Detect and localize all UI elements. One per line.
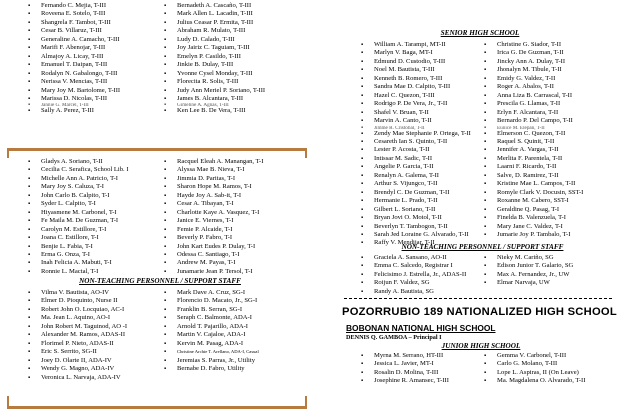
left-bottom-column-2 — [164, 289, 304, 374]
junior-column-1 — [361, 352, 489, 386]
list-item: ▪ Alyssa Mae B. Nieva, T-I — [164, 166, 304, 174]
list-item: ▪ Cesar A. Tibayan, T-I — [164, 200, 304, 208]
list-item: ▪ Ronnie L. Mactal, T-I — [28, 268, 158, 276]
list-item: ▪ Arnold T. Pajarillo, ADA-I — [164, 323, 304, 331]
list-item: ▪ John Carlo B. Calpito, T-I — [28, 192, 158, 200]
list-item: ▪ Merlita F. Parentela, T-II — [484, 155, 614, 163]
list-item: ▪ Ken Lee B. De Vera, T-III — [164, 107, 304, 115]
senior-nonteaching-column-2 — [484, 254, 614, 288]
list-item: ▪ Rodalyn N. Gabalongo, T-III — [28, 70, 158, 78]
list-item: ▪ Lope L. Aspiras, II (On Leave) — [484, 369, 614, 377]
list-item: ▪ Bryan Jovi O. Motol, T-II — [361, 214, 489, 222]
list-item: ▪ Alexander M. Ramos, ADAS-II — [28, 331, 158, 339]
list-item: ▪ Gladys A. Soriano, T-II — [28, 158, 158, 166]
list-item: ▪ Franklin B. Serran, SG-I — [164, 306, 304, 314]
list-item: ▪ Sandra Mae D. Calpito, T-III — [361, 83, 489, 91]
list-item: ▪ Zendy Mae Stephanie P. Ortega, T-II — [361, 130, 489, 138]
list-item: ▪ Vilma V. Bautista, AO-IV — [28, 289, 158, 297]
list-item: ▪ Jannie G. Marcel, T-III — [28, 103, 158, 107]
list-item: ▪ Seraph C. Balmonte, ADA-I — [164, 314, 304, 322]
list-item: ▪ Rodrigo P. De Vera, Jr., T-II — [361, 100, 489, 108]
list-item: ▪ Roijun F. Valdez, SG — [361, 279, 489, 287]
list-item: ▪ Geraldine Q. Pasag, T-I — [484, 206, 614, 214]
list-item: ▪ Emidy G. Valdez, T-II — [484, 75, 614, 83]
list-item: ▪ Gimeline A. Agnas, T-III — [164, 103, 304, 107]
list-item: ▪ Jeremias S. Parras, Jr., Utility — [164, 357, 304, 365]
list-item: ▪ Florimel P. Nieto, ADAS-II — [28, 340, 158, 348]
list-item: ▪ Prescila G. Llamas, T-II — [484, 100, 614, 108]
senior-high-header: SENIOR HIGH SCHOOL — [440, 29, 520, 37]
list-item: ▪ Raquel S. Quinit, T-II — [484, 138, 614, 146]
top-separator-bar — [7, 148, 307, 151]
list-item: ▪ Intissar M. Sadic, T-II — [361, 155, 489, 163]
list-item: ▪ Josephine R. Amansec, T-III — [361, 377, 489, 385]
list-item: ▪ Romyle Clark V. Docusin, SST-I — [484, 189, 614, 197]
list-item: ▪ Marvin A. Canto, T-II — [361, 117, 489, 125]
list-item: ▪ Brendyl C. De Guzman, T-II — [361, 189, 489, 197]
list-item: ▪ Mary Joy M. Bartolome, T-III — [28, 87, 158, 95]
list-item: ▪ Arthur S. Vijungco, T-II — [361, 180, 489, 188]
list-item: ▪ Renalyn A. Galema, T-II — [361, 172, 489, 180]
list-item: ▪ Salve, D. Ramirez, T-II — [484, 172, 614, 180]
list-item: ▪ Christine G. Siador, T-II — [484, 41, 614, 49]
list-item: ▪ Charlotte Kaye A. Vasquez, T-I — [164, 209, 304, 217]
list-item: ▪ Elmar Narvaja, UW — [484, 279, 614, 287]
list-item: ▪ Edison Junior T. Galario, SG — [484, 262, 614, 270]
list-item: ▪ Raffy V. Mendijar, T-II — [361, 239, 489, 247]
list-item: ▪ Rosalin D. Molina, T-III — [361, 369, 489, 377]
principal-name: DENNIS Q. GAMBOA – Principal I — [346, 334, 442, 341]
list-item: ▪ Hiyasmene M. Carbonel, T-I — [28, 209, 158, 217]
list-item: ▪ Florecita R. Solis, T-III — [164, 78, 304, 86]
list-item: ▪ Kenneth B. Romero, T-III — [361, 75, 489, 83]
list-item: ▪ Finelda B. Valenzuela, T-I — [484, 214, 614, 222]
list-item: ▪ Elmer D. Pioquinto, Nurse II — [28, 297, 158, 305]
list-item: ▪ Joy Jairiz C. Taguiam, T-III — [164, 44, 304, 52]
senior-nonteaching-column-1 — [361, 254, 489, 296]
list-item: ▪ Wendy G. Magno, ADA-IV — [28, 365, 158, 373]
list-item: ▪ Anna Liza B. Carrascal, T-II — [484, 92, 614, 100]
junior-high-header: JUNIOR HIGH SCHOOL — [441, 342, 521, 350]
list-item: ▪ Robert John O. Locquiao, AC-I — [28, 306, 158, 314]
list-item: ▪ Angelie P. Garcia, T-II — [361, 163, 489, 171]
list-item: ▪ Elmerson C. Quezon, T-II — [484, 130, 614, 138]
list-item: ▪ Roveena E. Sotelo, T-III — [28, 10, 158, 18]
list-item: ▪ Felicisimo J. Estrella, Jr., ADAS-II — [361, 271, 489, 279]
list-item: ▪ Femie P. Alcaide, T-I — [164, 226, 304, 234]
list-item: ▪ Randy A. Bautista, SG — [361, 288, 489, 296]
list-item: ▪ Beverly P. Fabro, T-I — [164, 234, 304, 242]
list-item: ▪ Cesareth Ian S. Quinto, T-II — [361, 138, 489, 146]
list-item: ▪ Marifi F. Abenojar, T-III — [28, 44, 158, 52]
list-item: ▪ Myrna M. Serrano, HT-III — [361, 352, 489, 360]
list-item: ▪ Mary Jane C. Valdez, T-I — [484, 223, 614, 231]
list-item: ▪ Jincky Ann A. Dulay, T-II — [484, 58, 614, 66]
list-item: ▪ Joey D. Olarte II, ADA-IV — [28, 357, 158, 365]
list-item: ▪ Nieky M. Cariño, SG — [484, 254, 614, 262]
list-item: ▪ Jimme R. Cristobal, T-II — [361, 126, 489, 130]
left-edge-bar-top — [7, 148, 9, 158]
list-item: ▪ Ma. Jean L. Aquino, AO-I — [28, 314, 158, 322]
left-top-column-1 — [28, 2, 158, 116]
list-item: ▪ Nerissa V. Mencias, T-III — [28, 78, 158, 86]
list-item: ▪ Andrew M. Payas, T-I — [164, 259, 304, 267]
dashed-divider — [344, 298, 612, 299]
list-item: ▪ Mary Joy S. Caluza, T-I — [28, 183, 158, 191]
list-item: ▪ Hayde Joy A. Sab-it, T-I — [164, 192, 304, 200]
list-item: ▪ James B. Alcantara, T-III — [164, 95, 304, 103]
list-item: ▪ Racquel Eleah A. Manangan, T-I — [164, 158, 304, 166]
list-item: ▪ Jinkie B. Dulay, T-III — [164, 61, 304, 69]
list-item: ▪ Fe Maila M. De Guzman, T-I — [28, 217, 158, 225]
list-item: ▪ Abraham R. Mulato, T-III — [164, 27, 304, 35]
bobonan-school-title: BOBONAN NATIONAL HIGH SCHOOL — [346, 323, 496, 333]
list-item: ▪ Yvonne Cysel Monday, T-III — [164, 70, 304, 78]
list-item: ▪ Emma C. Salcedo, Registrar I — [361, 262, 489, 270]
list-item: ▪ Eunice M. Elepan, T-II — [484, 126, 614, 130]
list-item: ▪ Gemma V. Carbonel, T-III — [484, 352, 614, 360]
list-item: ▪ Hermanie L. Prado, T-II — [361, 197, 489, 205]
list-item: ▪ Noel M. Bautista, T-III — [361, 66, 489, 74]
left-bottom-column-1 — [28, 289, 158, 382]
list-item: ▪ Marissa D. Nicolas, T-III — [28, 95, 158, 103]
list-item: ▪ Marlyn V. Baga, MT-I — [361, 49, 489, 57]
list-item: ▪ Shafel V. Bruan, T-II — [361, 109, 489, 117]
list-item: ▪ Edmund D. Custodio, T-III — [361, 58, 489, 66]
list-item: ▪ Emelyn P. Casildo, T-III — [164, 53, 304, 61]
left-edge-bar-bottom — [7, 396, 9, 408]
list-item: ▪ Judy Ann Meriel P. Soriano, T-III — [164, 87, 304, 95]
list-item: ▪ Fernando C. Mejia, T-III — [28, 2, 158, 10]
list-item: ▪ Jennifer A. Vargas, T-II — [484, 146, 614, 154]
list-item: ▪ Janice E. Viernes, T-I — [164, 217, 304, 225]
list-item: ▪ Sharon Hope M. Ramos, T-I — [164, 183, 304, 191]
list-item: ▪ Inah Felicia A. Mabuti, T-I — [28, 259, 158, 267]
list-item: ▪ Cecilia C. Serafica, School Lib. I — [28, 166, 158, 174]
list-item: ▪ Irica G. De Guzman, T-II — [484, 49, 614, 57]
list-item: ▪ Sally A. Perez, T-III — [28, 107, 158, 115]
list-item: ▪ Lester P. Acosta, T-II — [361, 146, 489, 154]
junior-column-2 — [484, 352, 614, 386]
list-item: ▪ Bernadeth A. Cascaño, T-III — [164, 2, 304, 10]
list-item: ▪ Bernabe D. Fabro, Utility — [164, 365, 304, 373]
list-item: ▪ Almajoy A. Licay, T-III — [28, 53, 158, 61]
list-item: ▪ Erlyn F. Alcantara, T-II — [484, 109, 614, 117]
right-edge-bar-bottom — [305, 396, 307, 408]
list-item: ▪ William A. Tarampi, MT-II — [361, 41, 489, 49]
list-item: ▪ Max A. Fernandez, Jr., UW — [484, 271, 614, 279]
list-item: ▪ Roger A. Abalos, T-II — [484, 83, 614, 91]
list-item: ▪ Syder L. Calpito, T-I — [28, 200, 158, 208]
list-item: ▪ Martin V. Cajaloe, ADA-I — [164, 331, 304, 339]
list-item: ▪ Florencio D. Macato, Jr., SG-I — [164, 297, 304, 305]
list-item: ▪ Sarah Jed Loraine G. Alvarado, T-II — [361, 231, 489, 239]
list-item: ▪ Jimmia D. Paritas, T-I — [164, 175, 304, 183]
list-item: ▪ Jessica L. Javier, MT-I — [361, 360, 489, 368]
list-item: ▪ Mark Allen L. Lacadin, T-III — [164, 10, 304, 18]
list-item: ▪ Carlo G. Molano, T-III — [484, 360, 614, 368]
list-item: ▪ Hazel C. Quezon, T-III — [361, 92, 489, 100]
list-item: ▪ Junamarie Jean P. Tersol, T-I — [164, 268, 304, 276]
list-item: ▪ Erma G. Onza, T-I — [28, 251, 158, 259]
list-item: ▪ Graciela A. Sansano, AO-II — [361, 254, 489, 262]
left-middle-column-1 — [28, 158, 158, 276]
senior-column-1 — [361, 41, 489, 248]
list-item: ▪ Laarni F. Ricardo, T-II — [484, 163, 614, 171]
senior-column-2 — [484, 41, 614, 239]
bottom-separator-bar — [7, 406, 307, 409]
left-middle-column-2 — [164, 158, 304, 276]
list-item: ▪ Julius Ceasar P. Ermita, T-III — [164, 19, 304, 27]
list-item: ▪ Shangrela F. Tambot, T-III — [28, 19, 158, 27]
list-item: ▪ John Kart Eudes P. Dulay, T-I — [164, 243, 304, 251]
list-item: ▪ Joana C. Estillore, T-I — [28, 234, 158, 242]
right-edge-bar-top — [305, 148, 307, 158]
school-title: POZORRUBIO 189 NATIONALIZED HIGH SCHOOL — [342, 306, 617, 318]
list-item: ▪ Kervin M. Pasag, ADA-I — [164, 340, 304, 348]
list-item: ▪ Gilbert L. Soriano, T-II — [361, 206, 489, 214]
list-item: ▪ Odessa C. Santiago, T-I — [164, 251, 304, 259]
list-item: ▪ Jhonalyn M. Tibule, T-II — [484, 66, 614, 74]
list-item: ▪ Ma. Magdalena O. Alvarado, T-II — [484, 377, 614, 385]
list-item: ▪ John Robert M. Taguinod, AO -I — [28, 323, 158, 331]
list-item: ▪ Michelle Ann A. Patricio, T-I — [28, 175, 158, 183]
left-nonteaching-header: NON-TEACHING PERSONNEL / SUPPORT STAFF — [79, 277, 241, 285]
list-item: ▪ Christine Archie T. Arellano, ADA-I, Casual — [164, 348, 304, 356]
list-item: ▪ Eric S. Serrito, SG-II — [28, 348, 158, 356]
senior-nonteaching-header: NON-TEACHING PERSONNEL / SUPPORT STAFF — [401, 243, 564, 251]
list-item: ▪ Jumarie Joy P. Tambalo, T-I — [484, 231, 614, 239]
left-top-column-2 — [164, 2, 304, 116]
list-item: ▪ Mark Dave A. Cruz, SG-I — [164, 289, 304, 297]
list-item: ▪ Generaline A. Camacho, T-III — [28, 36, 158, 44]
list-item: ▪ Bernardo P. Del Campo, T-II — [484, 117, 614, 125]
list-item: ▪ Ludy D. Calado, T-III — [164, 36, 304, 44]
list-item: ▪ Roxanne M. Cabero, SST-I — [484, 197, 614, 205]
list-item: ▪ Beverlyn T. Tambogon, T-II — [361, 223, 489, 231]
list-item: ▪ Benjie L. Fabia, T-I — [28, 243, 158, 251]
list-item: ▪ Carolyn M. Estillore, T-I — [28, 226, 158, 234]
list-item: ▪ Emanuel T. Daipan, T-III — [28, 61, 158, 69]
list-item: ▪ Cesar B. Villaruz, T-III — [28, 27, 158, 35]
list-item: ▪ Veronica L. Narvaja, ADA-IV — [28, 374, 158, 382]
list-item: ▪ Kristine Mae L. Campos, T-II — [484, 180, 614, 188]
